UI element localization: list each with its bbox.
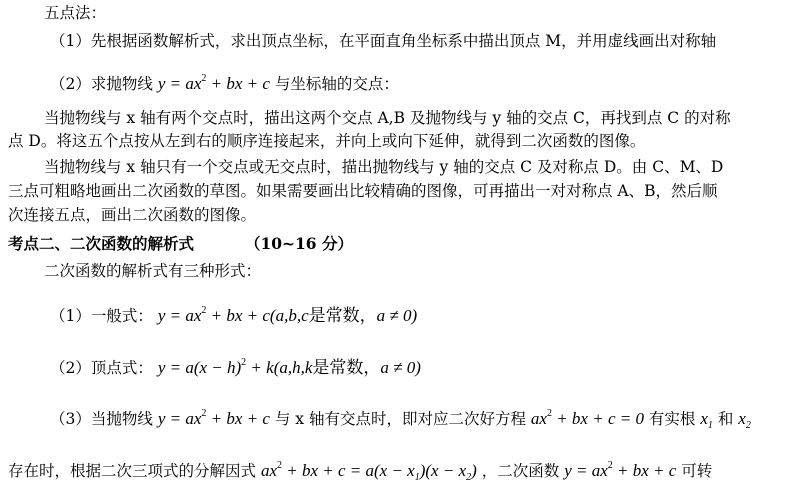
text-one-or-no-intersection-1: 当抛物线与 x 轴只有一个交点或无交点时，描出抛物线与 y 轴的交点 C 及对称点 D。由 C、M、D (44, 158, 724, 176)
vertex-form-formula: $y = a(x - h)^2 + k(a,h,k$是常数，a ≠ 0) (157, 357, 421, 377)
text-two-intersections-2: 点 D。将这五个点按从左到右的顺序连接起来，并向上或向下延伸，就得到二次函数的图像。 (8, 132, 646, 150)
intersection-form-mid: 与 x 轴有交点时，即对应二次好方程 (274, 410, 526, 428)
general-form-label: （1）一般式： (50, 307, 153, 325)
text-intersection-form (50, 403, 751, 437)
text-step-2-suffix: 与坐标轴的交点： (274, 75, 399, 93)
intersection-form-equation: $ax^2$ + bx + c = 0 (530, 408, 644, 428)
text-step-1: （1）先根据函数解析式，求出顶点坐标，在平面直角坐标系中描出顶点 M，并用虚线画出对称轴 (50, 32, 717, 50)
text-step-2 (50, 68, 399, 95)
text-one-or-no-intersection-3: 次连接五点，画出二次函数的图像。 (8, 206, 257, 224)
section-title: 考点二、二次函数的解析式 (8, 234, 195, 253)
factorization-post: 可转 (681, 462, 713, 480)
intersection-form-post: 有实根 (648, 410, 696, 428)
section-heading (8, 233, 353, 255)
general-form-formula: $y = ax^2$ + bx + c(a,b,c是常数，a ≠ 0) (157, 305, 418, 325)
section-score: （10~16 分） (244, 234, 353, 253)
intersection-form-parabola: $y = ax^2$ + bx + c (157, 408, 270, 428)
text-five-point-method: 五点法： (44, 4, 107, 22)
factorization-formula: $ax^2$ + bx + $c = a(x - x_1)(x - x_2)$ (260, 460, 477, 483)
text-step-2-prefix: （2）求抛物线 (50, 75, 153, 93)
text-and: 和 (717, 410, 734, 428)
root-x1: $x_1$ (700, 409, 713, 431)
factorization-prefix: 存在时，根据二次三项式的分解因式 (8, 462, 257, 480)
formula-vertex-form (50, 352, 421, 379)
intersection-form-prefix: （3）当抛物线 (50, 410, 153, 428)
formula-parabola: $y = ax^2$ + bx + c (157, 73, 270, 93)
text-three-forms: 二次函数的解析式有三种形式： (44, 262, 262, 280)
text-two-intersections-1: 当抛物线与 x 轴有两个交点时，描出这两个交点 A,B 及抛物线与 y 轴的交点 C，再找到点 C 的对称 (44, 109, 731, 127)
vertex-form-label: （2）顶点式： (50, 359, 153, 377)
root-x2: $x_2$ (738, 409, 751, 431)
formula-general-form (50, 300, 417, 327)
factorization-parabola: $y = ax^2$ + bx + c (564, 460, 677, 480)
text-factorization (8, 455, 712, 489)
factorization-mid: ，二次函数 (481, 462, 560, 480)
text-one-or-no-intersection-2: 三点可粗略地画出二次函数的草图。如果需要画出比较精确的图像，可再描出一对对称点 A、B，然后顺 (8, 182, 718, 200)
